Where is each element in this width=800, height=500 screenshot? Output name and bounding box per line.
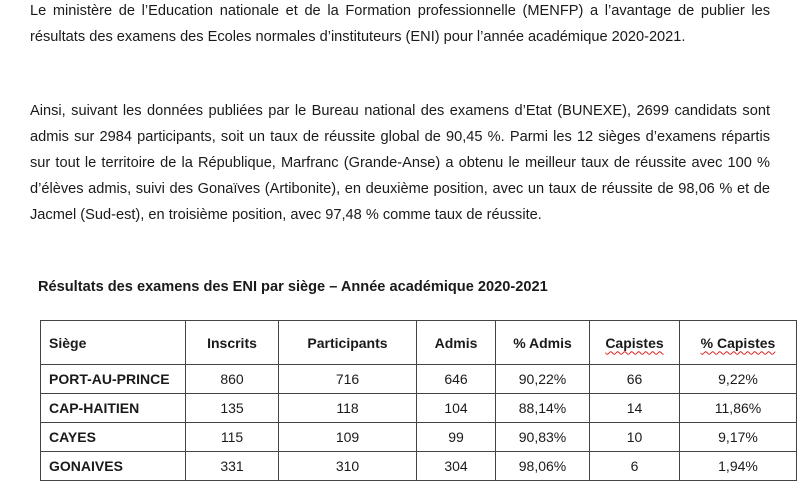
cell-capistes: 6	[590, 452, 680, 481]
summary-paragraph: Ainsi, suivant les données publiées par le Bureau national des examens d’Etat (BUNEXE), 2699 candidats sont admis sur 2984 participants, soit un taux de réussite global de 90,45 %. Parmi les 12 sièges d’examens répartis sur tout le territoire de la République, Marfranc (Grande-Anse) a obtenu le meilleur taux de réussite avec 100 % d’élèves admis, suivi des Gonaïves (Artibonite), en deuxième position, avec un taux de réussite de 98,06 % et de Jacmel (Sud-est), en troisième position, avec 97,48 % comme taux de réussite.	[30, 103, 770, 223]
table-row	[41, 365, 797, 394]
cell-capistes: 66	[590, 365, 680, 394]
table-header-row	[41, 321, 797, 365]
cell-siege: CAP-HAITIEN	[41, 394, 186, 423]
cell-capistes: 10	[590, 423, 680, 452]
cell-siege: GONAIVES	[41, 452, 186, 481]
results-table	[40, 320, 797, 481]
cell-participants: 109	[279, 423, 417, 452]
header-capistes-label: Capistes	[605, 334, 664, 351]
header-pct-admis: % Admis	[496, 321, 590, 365]
cell-pct-admis: 98,06%	[496, 452, 590, 481]
table-caption: Résultats des examens des ENI par siège – Année académique 2020-2021	[38, 279, 548, 295]
header-pct-capistes	[680, 321, 797, 365]
header-siege: Siège	[41, 321, 186, 365]
cell-inscrits: 860	[186, 365, 279, 394]
cell-siege: CAYES	[41, 423, 186, 452]
cell-pct-capistes: 9,22%	[680, 365, 797, 394]
cell-admis: 99	[417, 423, 496, 452]
cell-inscrits: 331	[186, 452, 279, 481]
table-row	[41, 394, 797, 423]
cell-siege: PORT-AU-PRINCE	[41, 365, 186, 394]
header-admis: Admis	[417, 321, 496, 365]
cell-inscrits: 115	[186, 423, 279, 452]
cell-participants: 716	[279, 365, 417, 394]
cell-pct-admis: 90,22%	[496, 365, 590, 394]
cell-participants: 310	[279, 452, 417, 481]
table-row	[41, 423, 797, 452]
cell-pct-capistes: 11,86%	[680, 394, 797, 423]
cell-pct-capistes: 9,17%	[680, 423, 797, 452]
intro-paragraph: Le ministère de l’Education nationale et de la Formation professionnelle (MENFP) a l’avantage de publier les résultats des examens des Ecoles normales d’instituteurs (ENI) pour l’année académique 2020-2021.	[30, 3, 770, 45]
header-capistes	[590, 321, 680, 365]
cell-admis: 646	[417, 365, 496, 394]
cell-admis: 304	[417, 452, 496, 481]
table-row	[41, 452, 797, 481]
cell-participants: 118	[279, 394, 417, 423]
header-pct-capistes-label: % Capistes	[700, 334, 776, 351]
header-participants: Participants	[279, 321, 417, 365]
cell-pct-capistes: 1,94%	[680, 452, 797, 481]
cell-inscrits: 135	[186, 394, 279, 423]
cell-capistes: 14	[590, 394, 680, 423]
cell-pct-admis: 90,83%	[496, 423, 590, 452]
header-inscrits: Inscrits	[186, 321, 279, 365]
cell-pct-admis: 88,14%	[496, 394, 590, 423]
cell-admis: 104	[417, 394, 496, 423]
